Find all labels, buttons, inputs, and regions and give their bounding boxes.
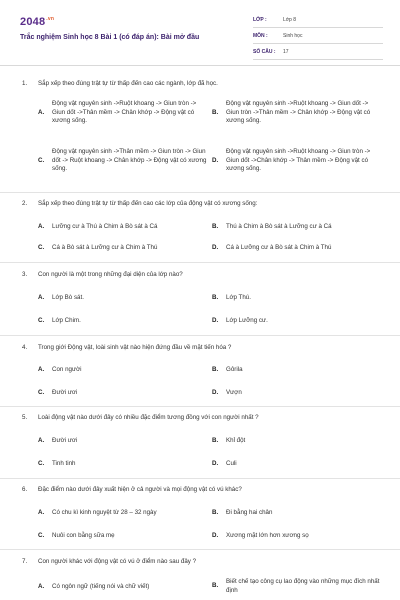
answer-option[interactable] <box>212 223 381 232</box>
option-text: Có chu kì kinh nguyệt từ 28 – 32 ngày <box>52 509 157 516</box>
option-letter: A. <box>38 108 45 116</box>
header-divider <box>0 65 400 66</box>
option-text: Lưỡng cư à Thú à Chim à Bò sát à Cá <box>52 223 158 230</box>
meta-value: Lớp 8 <box>283 17 297 23</box>
option-text: Cá à Lưỡng cư à Bò sát à Chim à Thú <box>226 244 332 251</box>
answer-option[interactable] <box>212 509 381 518</box>
answer-option[interactable] <box>38 317 207 326</box>
option-letter: C. <box>38 156 45 164</box>
answer-option[interactable] <box>38 244 207 253</box>
option-text: Động vật nguyên sinh ->Thân mềm -> Giun tròn -> Giun dốt -> Ruột khoang -> Chân khớp -> Động vật có xương sống. <box>52 148 207 172</box>
option-text: Biết chế tạo công cụ lao động vào những mục đích nhất định <box>226 578 380 594</box>
option-letter: D. <box>212 156 219 164</box>
option-letter: C. <box>38 317 45 324</box>
answer-option[interactable] <box>38 366 207 375</box>
option-text: Đười ươi <box>52 437 78 444</box>
option-text: Lớp Lưỡng cư. <box>226 317 268 324</box>
answer-option[interactable] <box>212 317 381 326</box>
option-text: Vượn <box>226 389 242 396</box>
answer-option[interactable] <box>38 100 207 126</box>
option-text: Xương mặt lớn hơn xương sọ <box>226 532 309 539</box>
option-letter: D. <box>212 532 219 539</box>
question-1 <box>22 80 382 88</box>
question-text: Loài động vật nào dưới đây có nhiều đặc điểm tương đồng với con người nhất ? <box>38 414 259 421</box>
document-title: Trắc nghiệm Sinh học 8 Bài 1 (có đáp án): Bài mở đầu <box>20 34 200 41</box>
option-text: Nuôi con bằng sữa mẹ <box>52 532 115 539</box>
option-letter: C. <box>38 460 45 467</box>
answer-option[interactable] <box>38 437 207 446</box>
option-text: Gôrila <box>226 366 243 373</box>
question-6 <box>22 486 382 494</box>
option-text: Khỉ đột <box>226 437 246 444</box>
question-text: Trong giới Động vật, loài sinh vật nào hiện đứng đầu về mặt tiến hóa ? <box>38 344 232 351</box>
answer-option[interactable] <box>212 578 381 595</box>
question-7 <box>22 558 382 566</box>
question-divider <box>0 262 400 263</box>
question-number: 3. <box>22 271 28 278</box>
meta-key: SỐ CÂU : <box>253 49 276 55</box>
question-text: Sắp xếp theo đúng trật tự từ thấp đến cao các ngành, lớp đã học. <box>38 80 218 87</box>
option-letter: B. <box>212 509 219 516</box>
question-text: Đặc điểm nào dưới đây xuất hiện ở cả người và mọi động vật có vú khác? <box>38 486 242 493</box>
meta-row-subject <box>253 30 383 44</box>
question-5 <box>22 414 382 422</box>
answer-option[interactable] <box>212 532 381 541</box>
question-number: 2. <box>22 200 28 207</box>
question-divider <box>0 335 400 336</box>
option-text: Thú à Chim à Bò sát à Lưỡng cư à Cá <box>226 223 332 230</box>
meta-key: MÔN : <box>253 33 268 39</box>
option-text: Có ngôn ngữ (tiếng nói và chữ viết) <box>52 583 150 590</box>
question-4 <box>22 344 382 352</box>
site-logo[interactable]: $2048^{.vn}$ <box>20 16 55 28</box>
answer-option[interactable] <box>38 389 207 398</box>
option-letter: B. <box>212 437 219 444</box>
meta-table <box>253 14 383 62</box>
answer-option[interactable] <box>212 294 381 303</box>
question-number: 4. <box>22 344 28 351</box>
question-text: Con người khác với động vật có vú ở điểm nào sau đây ? <box>38 558 197 565</box>
question-number: 5. <box>22 414 28 421</box>
meta-row-class <box>253 14 383 28</box>
question-divider <box>0 406 400 407</box>
option-letter: A. <box>38 583 45 590</box>
page-header <box>0 0 400 63</box>
question-number: 7. <box>22 558 28 565</box>
question-text: Sắp xếp theo đúng trật tự từ thấp đến cao các lớp của động vật có xương sống: <box>38 200 258 207</box>
option-letter: A. <box>38 366 45 373</box>
option-letter: D. <box>212 244 219 251</box>
option-letter: B. <box>212 294 219 301</box>
option-letter: A. <box>38 223 45 230</box>
meta-value: Sinh học <box>283 33 303 39</box>
answer-option[interactable] <box>38 532 207 541</box>
option-letter: B. <box>212 366 219 373</box>
option-letter: D. <box>212 460 219 467</box>
question-number: 6. <box>22 486 28 493</box>
option-text: Động vật nguyên sinh ->Ruột khoang -> Giun tròn -> Giun dốt ->Thân mềm -> Chân khớp -> Động vật có xương sống. <box>52 100 197 124</box>
answer-option[interactable] <box>38 583 207 592</box>
option-letter: D. <box>212 317 219 324</box>
answer-option[interactable] <box>38 460 207 469</box>
option-letter: B. <box>212 582 219 590</box>
question-divider <box>0 478 400 479</box>
question-text: Con người là một trong những đại diện của lớp nào? <box>38 271 183 278</box>
question-3 <box>22 271 382 279</box>
answer-option[interactable] <box>212 437 381 446</box>
answer-option[interactable] <box>212 244 381 253</box>
option-text: Lớp Thú. <box>226 294 251 301</box>
option-text: Con người <box>52 366 82 373</box>
answer-option[interactable] <box>212 148 381 174</box>
option-text: Tinh tinh <box>52 460 76 467</box>
option-letter: C. <box>38 389 45 396</box>
answer-option[interactable] <box>38 148 207 174</box>
answer-option[interactable] <box>212 460 381 469</box>
question-divider <box>0 192 400 193</box>
option-letter: A. <box>38 294 45 301</box>
option-text: Cá à Bò sát à Lưỡng cư à Chim à Thú <box>52 244 158 251</box>
option-text: Đi bằng hai chân <box>226 509 273 516</box>
option-letter: A. <box>38 437 45 444</box>
option-text: Culi <box>226 460 237 467</box>
meta-key: LỚP : <box>253 17 267 23</box>
option-text: Đười ươi <box>52 389 78 396</box>
option-text: Lớp Chim. <box>52 317 81 324</box>
question-number: 1. <box>22 80 28 87</box>
option-letter: C. <box>38 244 45 251</box>
option-text: Động vật nguyên sinh ->Ruột khoang -> Giun dốt -> Giun tròn ->Thân mềm -> Chân khớp -> Động vật có xương sống. <box>226 100 371 124</box>
option-letter: B. <box>212 223 219 230</box>
answer-option[interactable] <box>38 223 207 232</box>
option-letter: B. <box>212 108 219 116</box>
option-letter: C. <box>38 532 45 539</box>
option-letter: A. <box>38 509 45 516</box>
meta-value: 17 <box>283 49 289 55</box>
option-text: Động vật nguyên sinh ->Ruột khoang -> Giun tròn -> Giun dốt ->Chân khớp -> Thân mềm -> Động vật có xương sống. <box>226 148 371 172</box>
option-letter: D. <box>212 389 219 396</box>
question-2 <box>22 200 382 208</box>
meta-row-count <box>253 46 383 60</box>
question-divider <box>0 549 400 550</box>
option-text: Lớp Bò sát. <box>52 294 84 301</box>
answer-option[interactable] <box>38 294 207 303</box>
answer-option[interactable] <box>38 509 207 518</box>
answer-option[interactable] <box>212 366 381 375</box>
answer-option[interactable] <box>212 100 381 126</box>
answer-option[interactable] <box>212 389 381 398</box>
